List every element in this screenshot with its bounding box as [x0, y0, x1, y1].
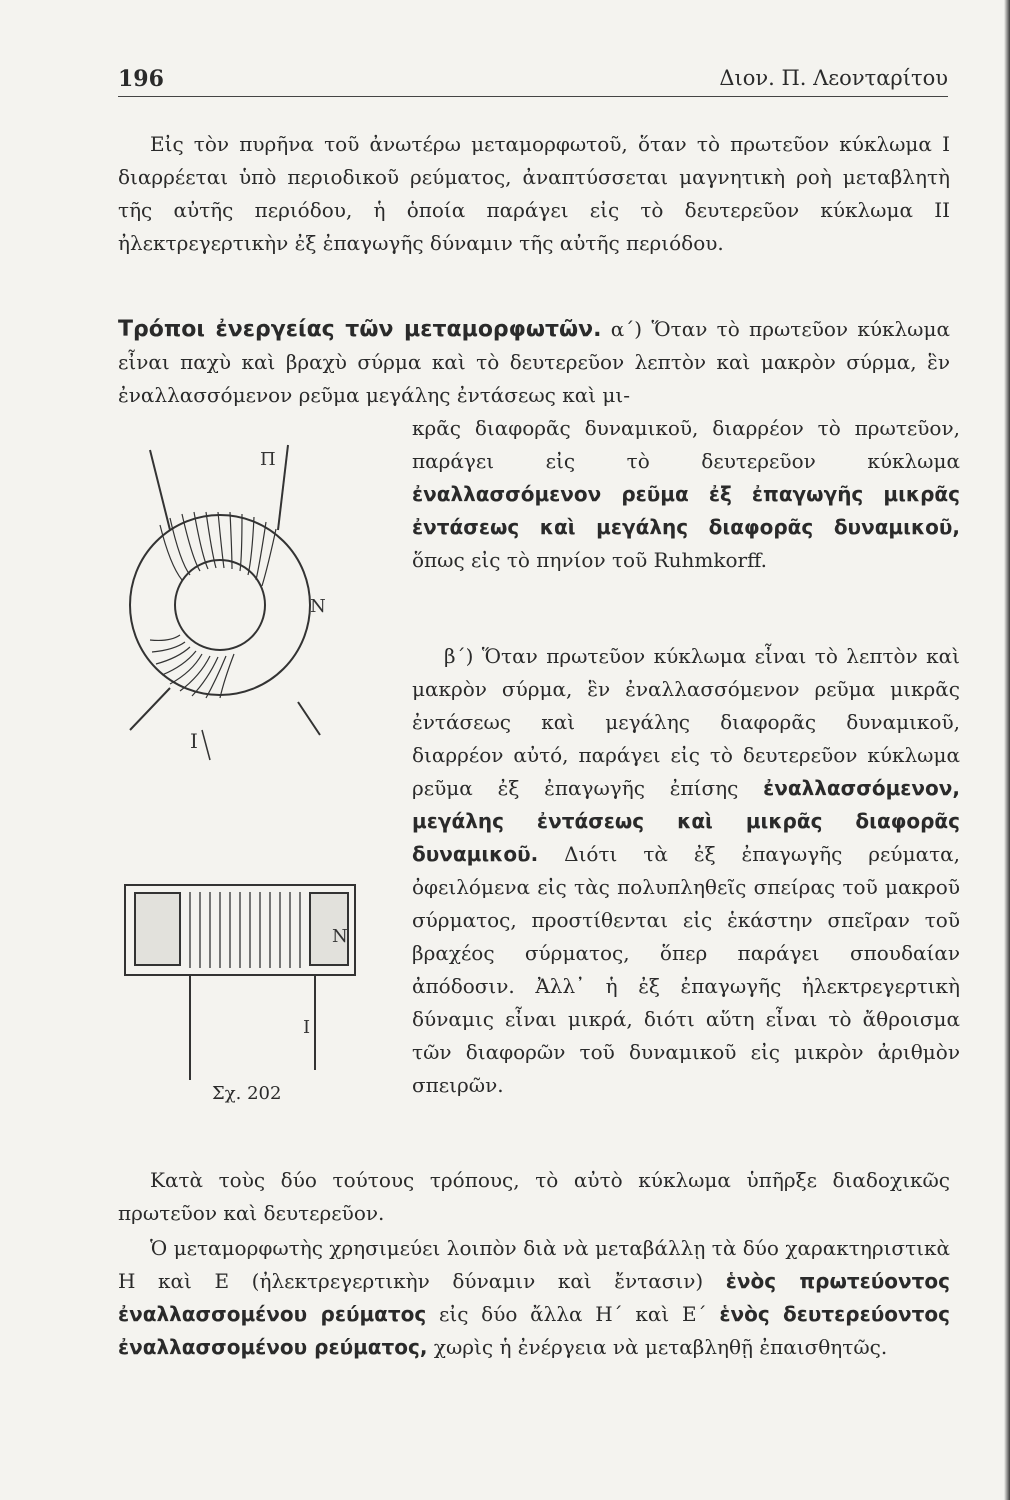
- page-header: [118, 66, 948, 100]
- core-winding: [190, 892, 300, 968]
- section-heading: Τρόποι ἐνεργείας τῶν μεταμορφωτῶν.: [118, 317, 602, 342]
- figure-202: [110, 430, 410, 1130]
- paragraph-mode-b: [412, 640, 960, 1102]
- primary-lead-right: [278, 445, 288, 530]
- paragraph-text: Ὁ μεταμορφωτὴς χρησιμεύει λοιπὸν διὰ νὰ μεταβάλλῃ τὰ δύο χαρακτηριστικὰ Η καὶ Ε (ἠλεκτρεγερτικὴν δύναμιν καὶ ἔντασιν): [118, 1236, 950, 1293]
- paragraph-mode-a-continued: [412, 412, 960, 577]
- secondary-lead-left: [130, 688, 170, 730]
- paragraph-text: ὅπως εἰς τὸ πηνίον τοῦ Ruhmkorff.: [412, 548, 767, 572]
- paragraph-transformer-purpose: [118, 1232, 950, 1364]
- bold-phrase: ἐναλλασσόμενον ρεῦμα ἐξ ἐπαγωγῆς μικρᾶς ἐντάσεως καὶ μεγάλης διαφορᾶς δυναμικοῦ,: [412, 482, 960, 539]
- running-head: Διον. Π. Λεονταρίτου: [719, 66, 948, 90]
- primary-coil-block: [135, 893, 180, 965]
- paragraph-text: α΄) Ὅταν τὸ πρωτεῦον κύκλωμα εἶναι παχὺ καὶ βραχὺ σύρμα καὶ τὸ δευτερεῦον λεπτὸν καὶ μακρὸν σύρμα, ἓν ἐναλλασσόμενον ρεῦμα μεγάλης ἐντάσεως καὶ μι-: [118, 317, 950, 407]
- page-edge-shadow: [1004, 0, 1010, 1500]
- paragraph-conclusion: Κατὰ τοὺς δύο τούτους τρόπους, τὸ αὐτὸ κύκλωμα ὑπῆρξε διαδοχικῶς πρωτεῦον καὶ δευτερεῦον.: [118, 1168, 950, 1225]
- secondary-lead-right: [298, 702, 320, 735]
- lower-winding: [150, 635, 234, 698]
- header-rule: [118, 96, 948, 97]
- paragraph-core-flux: Εἰς τὸν πυρῆνα τοῦ ἀνωτέρω μεταμορφωτοῦ, ὅταν τὸ πρωτεῦον κύκλωμα Ι διαρρέεται ὑπὸ περιοδικοῦ ρεύματος, ἀναπτύσσεται μαγνητικὴ ροὴ μεταβλητὴ τῆς αὐτῆς περιόδου, ἡ ὁποία παράγει εἰς τὸ δευτερεῦον κύκλωμα ΙΙ ἠλεκτρεγερτικὴν ἐξ ἐπαγωγῆς δύναμιν τῆς αὐτῆς περιόδου.: [118, 132, 950, 255]
- label-i-toroid: I: [190, 729, 198, 753]
- figure-caption: Σχ. 202: [212, 1083, 282, 1104]
- paragraph-text: β΄) Ὅταν πρωτεῦον κύκλωμα εἶναι τὸ λεπτὸν καὶ μακρὸν σύρμα, ἓν ἐναλλασσόμενον ρεῦμα μικρᾶς ἐντάσεως καὶ μεγάλης διαφορᾶς δυναμικοῦ, διαρρέον αὐτό, παράγει εἰς τὸ δευτερεῦον κύκλωμα ρεῦμα ἐξ ἐπαγωγῆς ἐπίσης: [412, 644, 960, 800]
- bold-phrase: ἑνὸς πρωτεύοντος ἐναλλασσομένου ρεύματος: [118, 1269, 950, 1326]
- bold-phrase: ἐναλλασσόμενον, μεγάλης ἐντάσεως καὶ μικρᾶς διαφορᾶς δυναμικοῦ.: [412, 776, 960, 866]
- paragraph-text: εἰς δύο ἄλλα Η΄ καὶ Ε΄: [426, 1302, 720, 1326]
- bold-phrase: ἑνὸς δευτερεύοντος ἐναλλασσομένου ρεύματος,: [118, 1302, 950, 1359]
- core-transformer: [125, 885, 355, 1080]
- paragraph-modes-of-operation: [118, 313, 950, 412]
- page-number: 196: [118, 66, 164, 92]
- paragraph-text: Διότι τὰ ἐξ ἐπαγωγῆς ρεύματα, ὀφειλόμενα εἰς τὰς πολυπληθεῖς σπείρας τοῦ μακροῦ σύρματος, προστίθενται εἰς ἑκάστην σπεῖραν τοῦ βραχέος σύρματος, ὅπερ παράγει σπουδαίαν ἀπόδοσιν. Ἀλλ᾽ ἡ ἐξ ἐπαγωγῆς ἠλεκτρεγερτικὴ δύναμις εἶναι μικρά, διότι αὕτη εἶναι τὸ ἄθροισμα τῶν διαφορῶν τοῦ δυναμικοῦ εἰς μικρὸν ἀριθμὸν σπειρῶν.: [412, 842, 960, 1097]
- transformer-diagram: [110, 430, 410, 1090]
- primary-lead-left: [150, 450, 170, 530]
- label-n-toroid: N: [310, 596, 326, 617]
- paragraph-text: χωρὶς ἡ ἐνέργεια νὰ μεταβληθῇ ἐπαισθητῶς.: [427, 1335, 888, 1359]
- toroidal-transformer: [130, 445, 320, 760]
- label-pi: Π: [260, 449, 276, 470]
- toroid-outer-ring: [130, 515, 310, 695]
- paragraph-text: κρᾶς διαφορᾶς δυναμικοῦ, διαρρέον τὸ πρωτεῦον, παράγει εἰς τὸ δευτερεῦον κύκλωμα: [412, 416, 960, 473]
- secondary-arrow: [202, 730, 210, 760]
- label-i-core: I: [303, 1017, 311, 1038]
- label-n-core: N: [332, 926, 348, 947]
